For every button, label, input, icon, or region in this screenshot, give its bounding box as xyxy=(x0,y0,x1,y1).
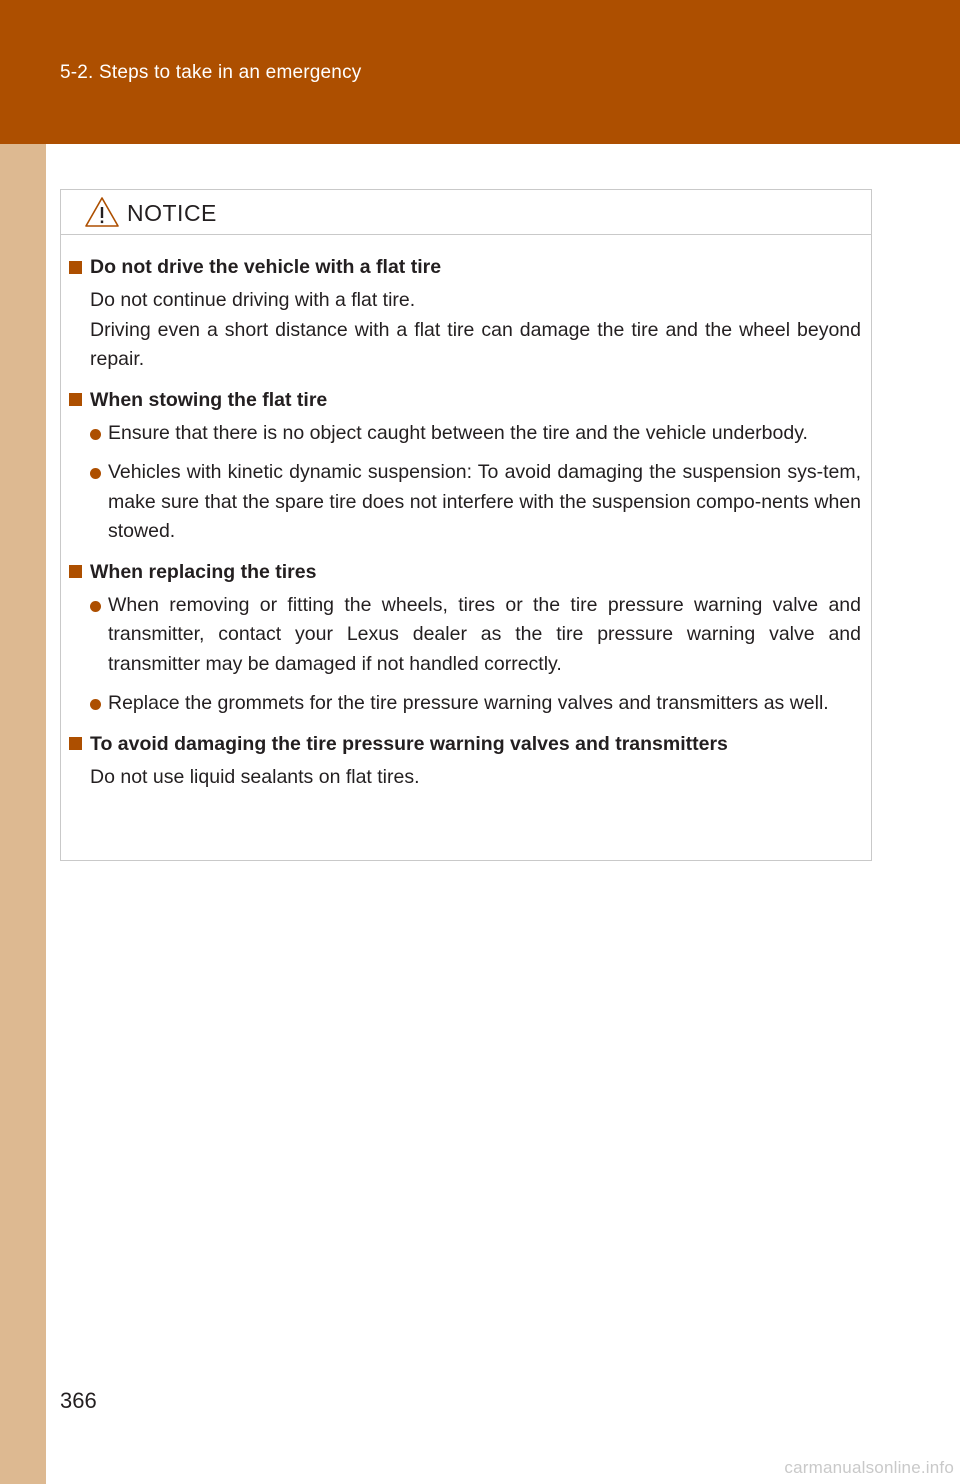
round-bullet-icon xyxy=(90,429,101,440)
notice-title: NOTICE xyxy=(127,200,217,226)
section-title: 5-2. Steps to take in an emergency xyxy=(60,62,362,83)
paragraph: Do not use liquid sealants on flat tires. xyxy=(90,765,420,788)
notice-section xyxy=(69,557,861,719)
square-bullet-icon xyxy=(69,393,82,406)
bullet-text: When removing or fitting the wheels, tires or the tire pressure warning valve and transmitter, contact your Lexus dealer as the tire pressure warning valve and transmitter may be damaged if not handled correctly. xyxy=(108,593,861,675)
page-header xyxy=(0,0,960,144)
notice-section xyxy=(69,252,861,375)
square-bullet-icon xyxy=(69,565,82,578)
section-heading-text: When stowing the flat tire xyxy=(90,388,328,411)
bullet-text: Replace the grommets for the tire pressure warning valves and transmitters as well. xyxy=(108,692,829,714)
square-bullet-icon xyxy=(69,737,82,750)
section-heading xyxy=(69,729,861,759)
notice-body xyxy=(69,252,861,802)
left-margin-strip xyxy=(0,0,46,1484)
notice-section xyxy=(69,729,861,793)
section-heading-text: To avoid damaging the tire pressure warning valves and transmitters xyxy=(90,732,728,755)
section-heading xyxy=(69,252,861,282)
bullet-text: Vehicles with kinetic dynamic suspension: To avoid damaging the suspension sys-tem, make sure that the spare tire does not interfere with the suspension compo-nents when stowed. xyxy=(108,461,861,542)
round-bullet-icon xyxy=(90,468,101,479)
section-heading-text: When replacing the tires xyxy=(90,560,317,583)
section-heading xyxy=(69,557,861,587)
bullet-item xyxy=(90,689,861,719)
notice-section xyxy=(69,385,861,547)
round-bullet-icon xyxy=(90,699,101,710)
notice-header xyxy=(61,190,871,235)
notice-box xyxy=(60,189,872,861)
bullet-item xyxy=(90,419,861,449)
section-heading xyxy=(69,385,861,415)
bullet-item xyxy=(90,458,861,547)
warning-triangle-icon xyxy=(84,196,120,228)
square-bullet-icon xyxy=(69,261,82,274)
watermark: carmanualsonline.info xyxy=(784,1458,954,1477)
paragraph: Driving even a short distance with a flat tire can damage the tire and the wheel beyond repair. xyxy=(90,318,861,370)
page-number: 366 xyxy=(60,1388,97,1413)
section-heading-text: Do not drive the vehicle with a flat tire xyxy=(90,256,442,278)
round-bullet-icon xyxy=(90,601,101,612)
paragraph: Do not continue driving with a flat tire. xyxy=(90,289,416,311)
bullet-item xyxy=(90,591,861,680)
bullet-text: Ensure that there is no object caught between the tire and the vehicle underbody. xyxy=(108,421,808,444)
